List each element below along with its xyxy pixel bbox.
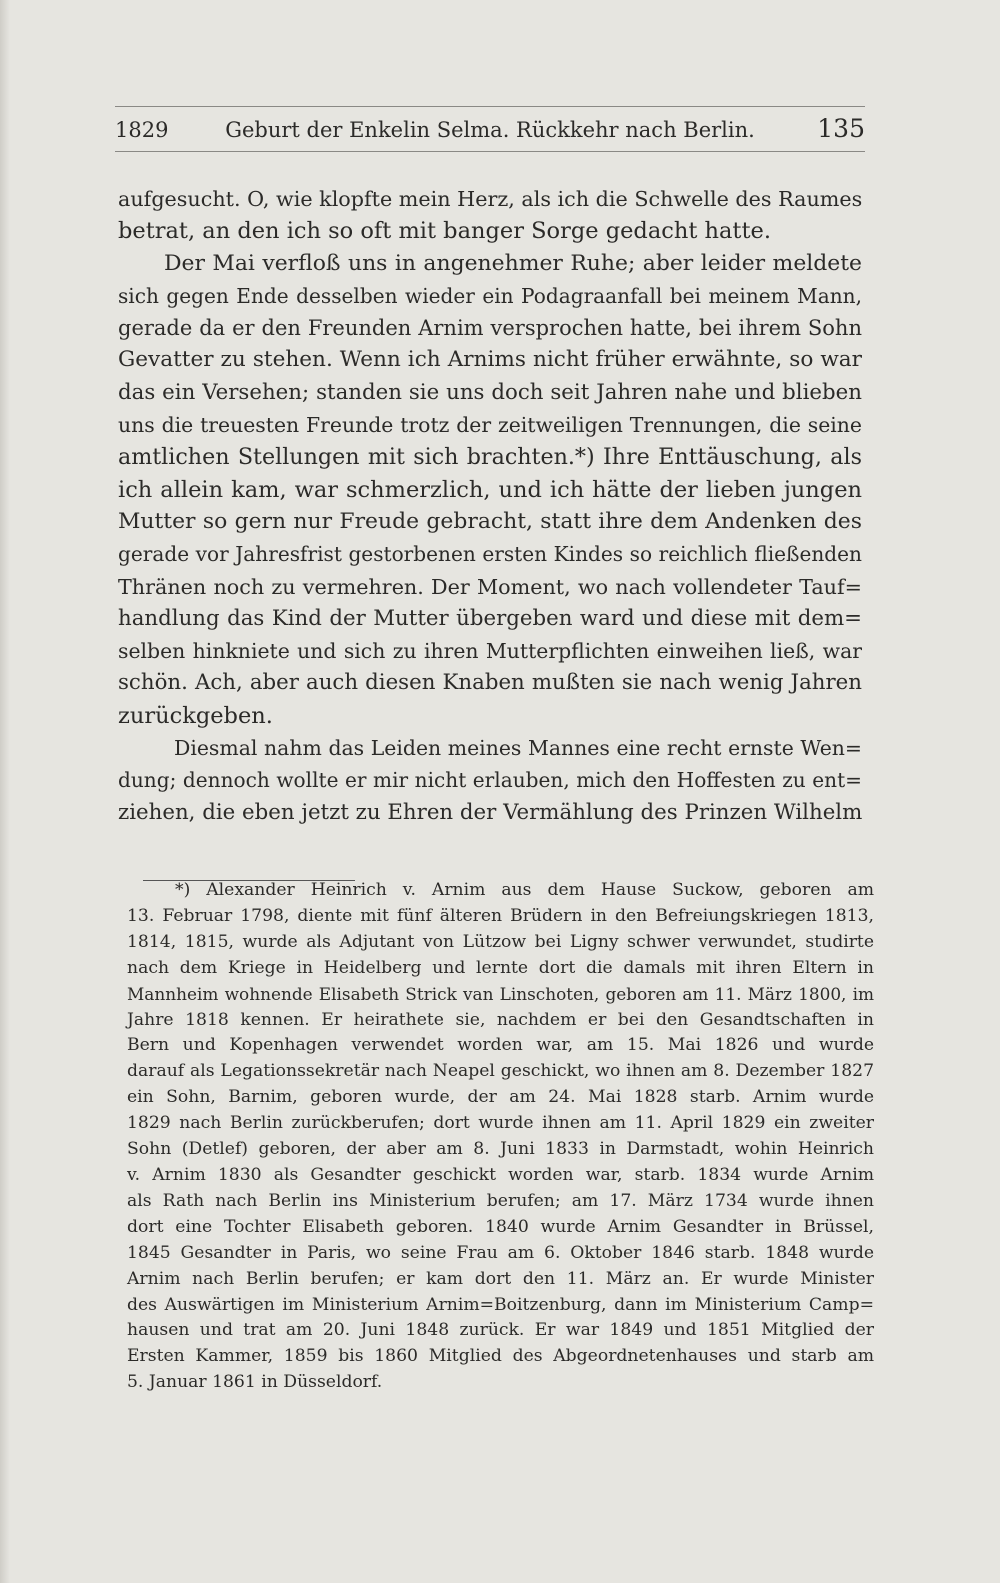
text-line: ziehen, die eben jetzt zu Ehren der Vermählung des Prinzen Wilhelm xyxy=(118,799,863,825)
header-title: Geburt der Enkelin Selma. Rückkehr nach Berlin. xyxy=(225,118,755,142)
footnote-line: ein Sohn, Barnim, geboren wurde, der am 24. Mai 1828 starb. Arnim wurde xyxy=(127,1087,874,1108)
footnote-line: hausen und trat am 20. Juni 1848 zurück. Er war 1849 und 1851 Mitglied der xyxy=(127,1320,874,1341)
text-line: schön. Ach, aber auch diesen Knaben mußten sie nach wenig Jahren xyxy=(118,670,862,696)
text-line: amtlichen Stellungen mit sich brachten.*) Ihre Enttäuschung, als xyxy=(118,444,862,471)
header-top-rule xyxy=(115,106,865,107)
text-line: aufgesucht. O, wie klopfte mein Herz, als ich die Schwelle des Raumes xyxy=(118,187,863,211)
header-bottom-rule xyxy=(115,151,865,152)
text-line: Mutter so gern nur Freude gebracht, statt ihre dem Andenken des xyxy=(118,508,862,534)
footnote-line: 13. Februar 1798, diente mit fünf älteren Brüdern in den Befreiungskriegen 1813, xyxy=(127,905,874,926)
page-number: 135 xyxy=(817,114,865,143)
footnote-line: v. Arnim 1830 als Gesandter geschickt worden war, starb. 1834 wurde Arnim xyxy=(127,1164,874,1185)
text-line: handlung das Kind der Mutter übergeben ward und diese mit dem= xyxy=(118,605,862,631)
text-line: sich gegen Ende desselben wieder ein Podagraanfall bei meinem Mann, xyxy=(118,283,862,308)
text-line: ich allein kam, war schmerzlich, und ich hätte der lieben jungen xyxy=(118,476,862,503)
footnote-line: 1845 Gesandter in Paris, wo seine Frau am 6. Oktober 1846 starb. 1848 wurde xyxy=(127,1242,874,1263)
footnote-line: nach dem Kriege in Heidelberg und lernte dort die damals mit ihren Eltern in xyxy=(127,957,874,978)
text-line: uns die treuesten Freunde trotz der zeitweiligen Trennungen, die seine xyxy=(118,413,862,438)
header-year: 1829 xyxy=(115,118,169,142)
text-line: Diesmal nahm das Leiden meines Mannes eine recht ernste Wen= xyxy=(174,736,862,761)
text-line: dung; dennoch wollte er mir nicht erlauben, mich den Hoffesten zu ent= xyxy=(118,768,862,793)
footnote-line: Ersten Kammer, 1859 bis 1860 Mitglied des Abgeordnetenhauses und starb am xyxy=(127,1346,874,1367)
footnote-line: 1829 nach Berlin zurückberufen; dort wurde ihnen am 11. April 1829 ein zweiter xyxy=(127,1113,874,1134)
text-line: zurückgeben. xyxy=(118,702,273,729)
footnote-line: des Auswärtigen im Ministerium Arnim=Boitzenburg, dann im Ministerium Camp= xyxy=(127,1294,874,1315)
footnote-line: Bern und Kopenhagen verwendet worden war, am 15. Mai 1826 und wurde xyxy=(127,1035,874,1056)
footnote-line: *) Alexander Heinrich v. Arnim aus dem Hause Suckow, geboren am xyxy=(175,880,874,900)
text-line: selben hinkniete und sich zu ihren Mutterpflichten einweihen ließ, war xyxy=(118,639,862,664)
page-edge-shadow xyxy=(0,0,10,1583)
text-line: gerade vor Jahresfrist gestorbenen ersten Kindes so reichlich fließenden xyxy=(118,542,862,567)
text-line: gerade da er den Freunden Arnim versprochen hatte, bei ihrem Sohn xyxy=(118,316,862,341)
footnote xyxy=(127,878,874,1396)
text-line: Der Mai verfloß uns in angenehmer Ruhe; aber leider meldete xyxy=(164,250,862,276)
footnote-line: 1814, 1815, wurde als Adjutant von Lützow bei Ligny schwer verwundet, studirte xyxy=(127,931,874,952)
footnote-line: 5. Januar 1861 in Düsseldorf. xyxy=(127,1372,383,1393)
footnote-line: darauf als Legationssekretär nach Neapel geschickt, wo ihnen am 8. Dezember 1827 xyxy=(127,1061,874,1082)
running-header xyxy=(115,114,865,154)
footnote-line: Mannheim wohnende Elisabeth Strick van Linschoten, geboren am 11. März 1800, im xyxy=(127,983,874,1004)
footnote-line: dort eine Tochter Elisabeth geboren. 1840 wurde Arnim Gesandter in Brüssel, xyxy=(127,1216,874,1237)
footnote-line: Arnim nach Berlin berufen; er kam dort den 11. März an. Er wurde Minister xyxy=(127,1268,874,1289)
footnote-line: Jahre 1818 kennen. Er heirathete sie, nachdem er bei den Gesandtschaften in xyxy=(127,1009,874,1030)
footnote-line: Sohn (Detlef) geboren, der aber am 8. Juni 1833 in Darmstadt, wohin Heinrich xyxy=(127,1139,874,1160)
text-line: betrat, an den ich so oft mit banger Sorge gedacht hatte. xyxy=(118,218,771,245)
text-line: Gevatter zu stehen. Wenn ich Arnims nicht früher erwähnte, so war xyxy=(118,347,862,373)
text-line: das ein Versehen; standen sie uns doch seit Jahren nahe und blieben xyxy=(118,379,862,405)
footnote-line: als Rath nach Berlin ins Ministerium berufen; am 17. März 1734 wurde ihnen xyxy=(127,1190,874,1211)
text-line: Thränen noch zu vermehren. Der Moment, wo nach vollendeter Tauf= xyxy=(118,574,862,599)
main-text xyxy=(118,183,862,829)
